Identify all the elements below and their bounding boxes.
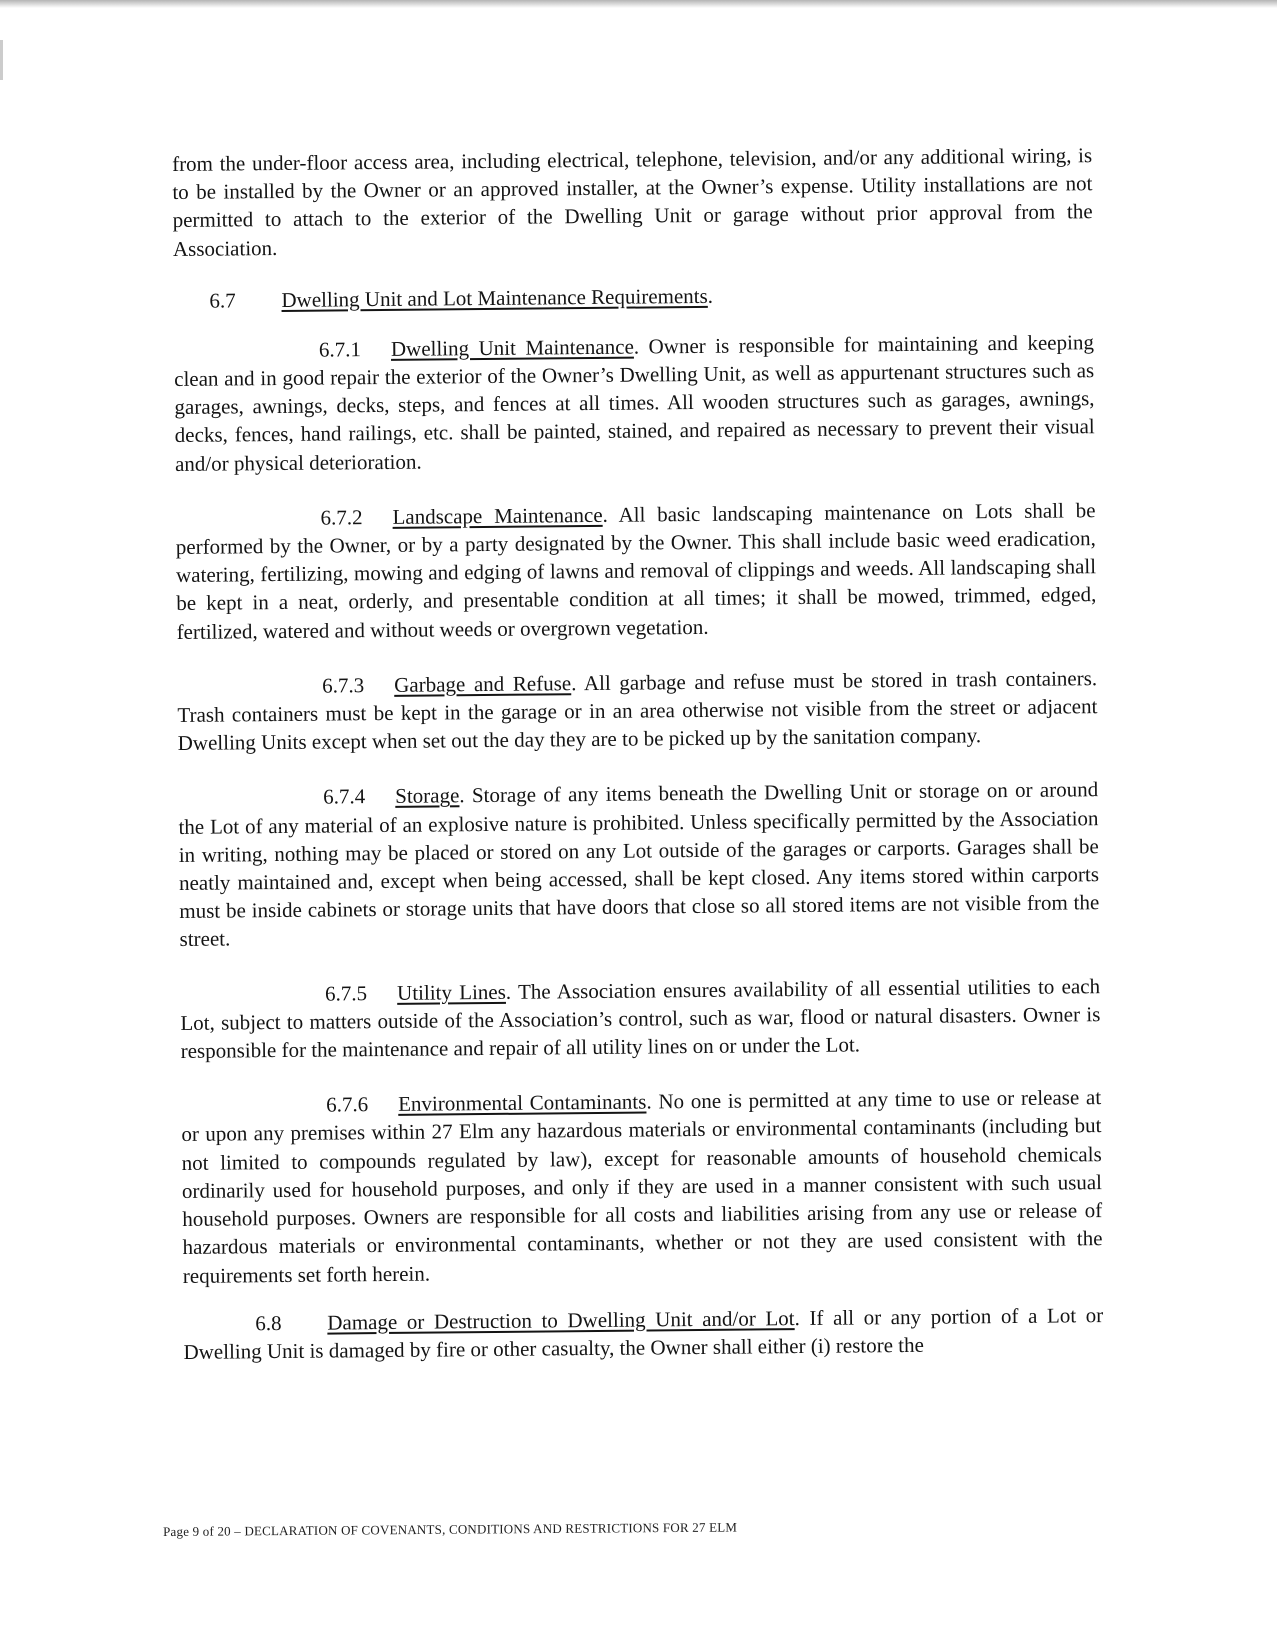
subsection-title: Garbage and Refuse — [394, 671, 572, 697]
section-number: 6.8 — [255, 1310, 282, 1335]
subsection-6-7-2 — [175, 496, 1096, 646]
subsection-title: Utility Lines — [396, 979, 506, 1005]
scan-margin-mark — [0, 40, 3, 80]
section-title-suffix: . — [707, 283, 714, 308]
subsection-title: Environmental Contaminants — [398, 1089, 647, 1117]
subsection-number: 6.7.3 — [322, 673, 365, 698]
subsection-title: Storage — [395, 783, 460, 809]
subsection-6-7-4 — [178, 776, 1100, 954]
subsection-number: 6.7.5 — [324, 980, 368, 1006]
subsection-body: . Storage of any items beneath the Dwelling Unit or storage on or around the Lot of any material of an explosive nature is prohibited. Unless specifically permitted by the Association in writing, nothing may be placed or stored on any Lot outside of the garages or carports. Garages shall be neatly maintained and, except when being accessed, shall be kept closed. Any items stored within carports must be inside cabinets or storage units that have doors that close so all stored items are not visible from the street. — [178, 777, 1100, 952]
section-title: Dwelling Unit and Lot Maintenance Requirements — [281, 283, 708, 312]
subsection-number: 6.7.2 — [320, 505, 363, 530]
subsection-body: . All basic landscaping maintenance on Lots shall be performed by the Owner, or by a party designated by the Owner. This shall include basic weed eradication, watering, fertilizing, mowing and edging of lawns and removal of clippings and weeds. All landscaping shall be kept in a neat, orderly, and presentable condition at all times; it shall be mowed, trimmed, edged, fertilized, watered and without weeds or overgrown vegetation. — [175, 497, 1097, 644]
subsection-number: 6.7.6 — [326, 1092, 369, 1117]
section-6-8 — [183, 1301, 1103, 1366]
page-footer: Page 9 of 20 – DECLARATION OF COVENANTS, CONDITIONS AND RESTRICTIONS FOR 27 ELM — [163, 1519, 738, 1539]
continuation-paragraph: from the under-floor access area, including electrical, telephone, television, and/or any additional wiring, is to be installed by the Owner or an approved installer, at the Owner’s expense. Utility installations are not permitted to attach to the exterior of the Dwelling Unit or garage without prior approval from the Association. — [172, 143, 1093, 261]
section-body: . If all or any portion of a Lot or Dwelling Unit is damaged by fire or other casualty, the Owner shall either (i) restore the — [183, 1302, 1104, 1364]
section-6-7-heading — [173, 278, 1093, 315]
subsection-number: 6.7.4 — [323, 784, 366, 810]
subsection-body: . Owner is responsible for maintaining and keeping clean and in good repair the exterior of the Owner’s Dwelling Unit, as well as appurtenant structures such as garages, awnings, decks, steps, and fences at all times. All wooden structures such as garages, awnings, decks, fences, hand railings, etc. shall be painted, stained, and repaired as necessary to prevent their visual and/or physical deterioration. — [174, 329, 1095, 476]
subsection-title: Dwelling Unit Maintenance — [390, 334, 634, 361]
subsection-title: Landscape Maintenance — [392, 502, 603, 529]
subsection-6-7-5 — [180, 972, 1101, 1065]
subsection-6-7-6 — [181, 1083, 1103, 1289]
document-body — [172, 141, 1104, 1366]
subsection-body: . No one is permitted at any time to use or release at or upon any premises within 27 Elm any hazardous materials or environmental contaminants (including but not limited to compounds regulated by law), except for reasonable amounts of household chemicals ordinarily used for household purposes, and only if they are used in a manner consistent with such usual household purposes. Owners are responsible for all costs and liabilities arising from any use or release of hazardous materials or environmental contaminants, whether or not they are used consistent with the requirements set forth herein. — [181, 1085, 1103, 1288]
subsection-6-7-3 — [177, 664, 1098, 757]
subsection-6-7-1 — [174, 328, 1095, 478]
scan-edge-shadow — [0, 0, 1277, 8]
section-title: Damage or Destruction to Dwelling Unit and/or Lot — [327, 1305, 795, 1335]
subsection-body: . All garbage and refuse must be stored in trash containers. Trash containers must be kept in the garage or in an area otherwise not visible from the street or adjacent Dwelling Units except when set out the day they are to be picked up by the sanitation company. — [177, 665, 1098, 756]
section-number: 6.7 — [209, 288, 236, 313]
subsection-number: 6.7.1 — [318, 337, 362, 362]
subsection-body: . The Association ensures availability of all essential utilities to each Lot, subject to matters outside of the Association’s control, such as war, flood or natural disasters. Owner is responsible for the maintenance and repair of all utility lines on or under the Lot. — [180, 973, 1101, 1064]
